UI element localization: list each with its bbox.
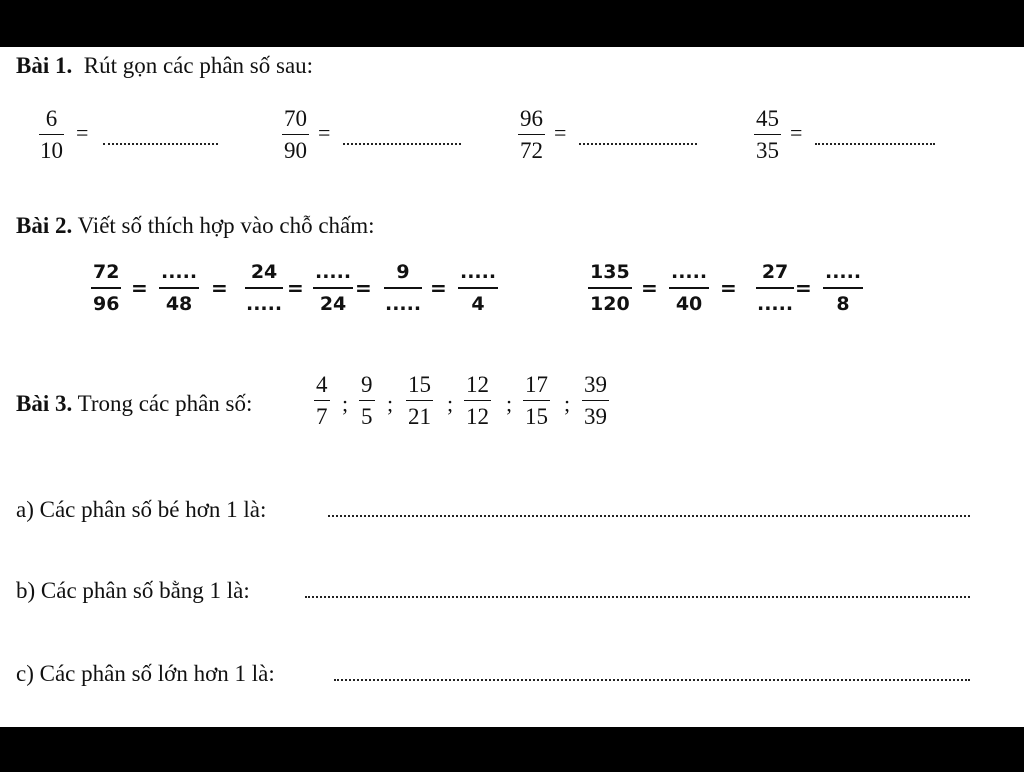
bai2-heading: Bài 2. <box>16 213 73 238</box>
equals-sign: = <box>76 120 89 145</box>
equals-sign: = <box>131 276 148 300</box>
bai3-text: Trong các phân số: <box>77 391 253 416</box>
equals-sign: = <box>554 120 567 145</box>
bai2-fraction[interactable]: ..... 40 <box>671 261 708 315</box>
bai2-title <box>16 213 375 239</box>
bai1-heading: Bài 1. <box>16 53 73 78</box>
bai3-fraction: $\frac{4}{7}$ <box>316 372 328 429</box>
bai3-part-b: b) Các phân số bằng 1 là: <box>16 578 250 603</box>
bai3-fraction: $\frac{39}{39}$ <box>584 372 607 429</box>
bai2-text: Viết số thích hợp vào chỗ chấm: <box>77 213 375 238</box>
bai3-fraction: $\frac{15}{21}$ <box>408 372 431 429</box>
bai3-fraction: $\frac{17}{15}$ <box>525 372 548 429</box>
bai2-fraction[interactable]: ..... 4 <box>460 261 497 315</box>
equals-sign: = <box>287 276 304 300</box>
bai1-fraction-4: $\frac{45}{35}$ <box>756 106 779 163</box>
bai1-fraction-1: $\frac{6}{10}$ <box>40 106 63 163</box>
bai2-fraction: $\frac{72}{96}$ <box>93 261 120 315</box>
answer-blank-c[interactable] <box>334 679 970 681</box>
bai2-fraction[interactable]: 27 ..... <box>757 261 794 315</box>
equals-sign: = <box>790 120 803 145</box>
bai2-fraction[interactable]: ..... 24 <box>315 261 352 315</box>
separator: ; <box>506 391 513 416</box>
bai2-fraction[interactable]: ..... 8 <box>825 261 862 315</box>
bai2-fraction: $\frac{135}{120}$ <box>590 261 630 315</box>
bai1-fraction-3: $\frac{96}{72}$ <box>520 106 543 163</box>
answer-blank[interactable] <box>579 143 697 145</box>
separator: ; <box>342 391 349 416</box>
equals-sign: = <box>641 276 658 300</box>
equals-sign: = <box>430 276 447 300</box>
equals-sign: = <box>318 120 331 145</box>
bai3-title <box>16 391 252 417</box>
bai1-title <box>16 53 313 79</box>
worksheet <box>0 47 1024 727</box>
equals-sign: = <box>211 276 228 300</box>
bai1-text: Rút gọn các phân số sau: <box>83 53 314 78</box>
equals-sign: = <box>720 276 737 300</box>
equals-sign: = <box>355 276 372 300</box>
separator: ; <box>564 391 571 416</box>
answer-blank-a[interactable] <box>328 515 970 517</box>
equals-sign: = <box>795 276 812 300</box>
answer-blank[interactable] <box>103 143 218 145</box>
bai3-part-a: a) Các phân số bé hơn 1 là: <box>16 497 267 522</box>
separator: ; <box>387 391 394 416</box>
bai3-fraction: $\frac{12}{12}$ <box>466 372 489 429</box>
answer-blank[interactable] <box>815 143 935 145</box>
bai2-fraction[interactable]: 9 ..... <box>385 261 422 315</box>
bai2-fraction[interactable]: ..... 48 <box>161 261 198 315</box>
separator: ; <box>447 391 454 416</box>
bai3-heading: Bài 3. <box>16 391 73 416</box>
answer-blank-b[interactable] <box>305 596 970 598</box>
bai3-part-c: c) Các phân số lớn hơn 1 là: <box>16 661 275 686</box>
answer-blank[interactable] <box>343 143 461 145</box>
bai3-fraction: $\frac{9}{5}$ <box>361 372 373 429</box>
bai1-fraction-2: $\frac{70}{90}$ <box>284 106 307 163</box>
bai2-fraction[interactable]: 24 ..... <box>246 261 283 315</box>
